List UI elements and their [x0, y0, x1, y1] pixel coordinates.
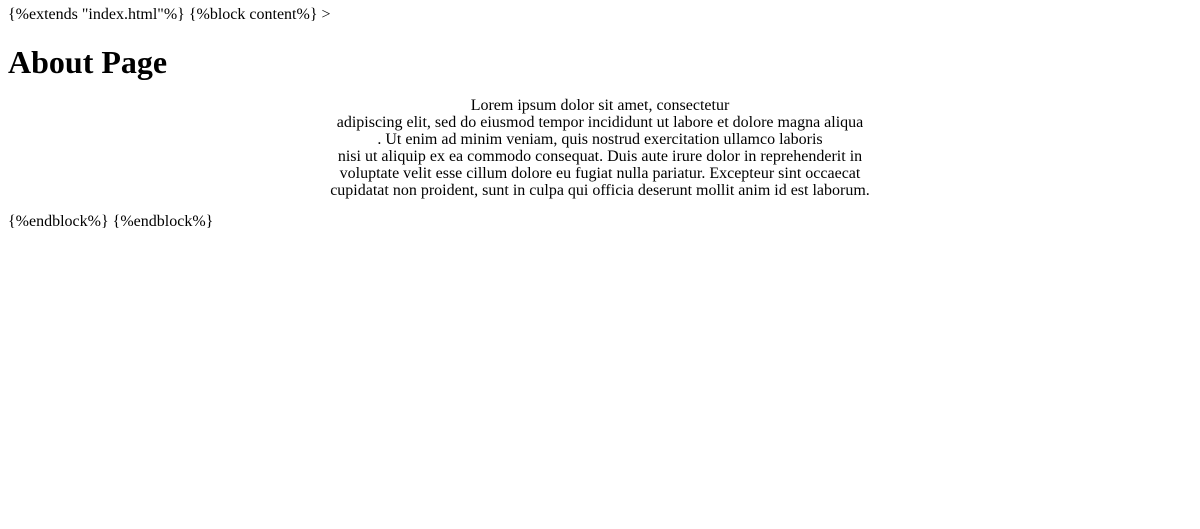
- page-title: About Page: [8, 44, 168, 80]
- template-endblock-text: {%endblock%} {%endblock%}: [8, 213, 214, 230]
- paragraph-line: Lorem ipsum dolor sit amet, consectetur: [470, 97, 730, 114]
- paragraph-line: voluptate velit esse cillum dolore eu fugiat nulla pariatur. Excepteur sint occaecat: [339, 165, 861, 182]
- paragraph-line: cupidatat non proident, sunt in culpa qui officia deserunt mollit anim id est laborum.: [330, 182, 870, 199]
- lorem-paragraph: [0, 97, 1200, 199]
- template-extends-text: {%extends "index.html"%} {%block content%} >: [8, 6, 331, 23]
- paragraph-line: . Ut enim ad minim veniam, quis nostrud exercitation ullamco laboris: [377, 131, 823, 148]
- paragraph-line: nisi ut aliquip ex ea commodo consequat. Duis aute irure dolor in reprehenderit in: [337, 148, 863, 165]
- paragraph-line: adipiscing elit, sed do eiusmod tempor incididunt ut labore et dolore magna aliqua: [336, 114, 864, 131]
